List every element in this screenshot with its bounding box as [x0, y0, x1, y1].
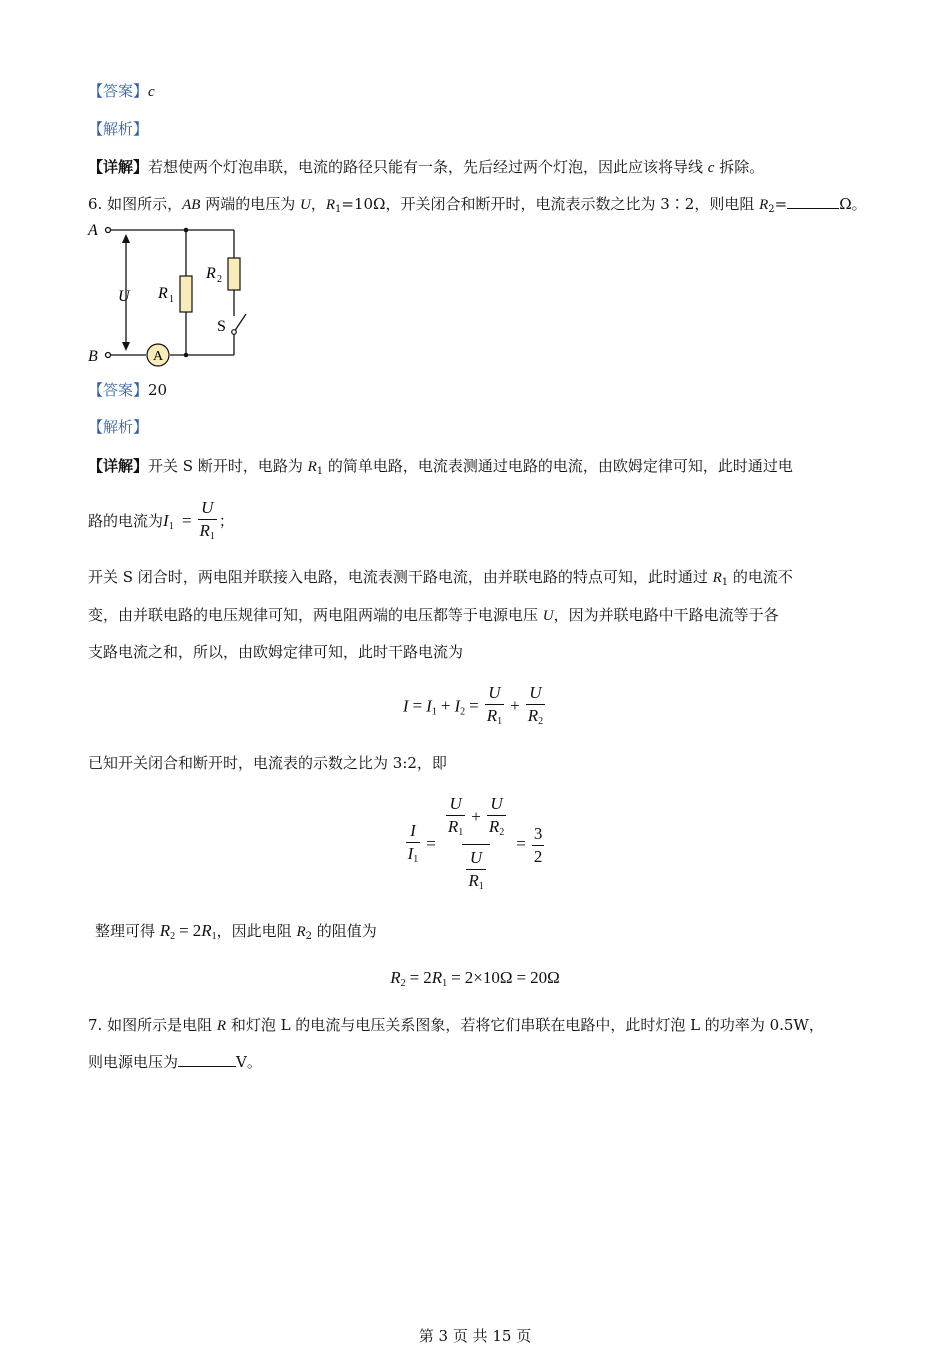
label-r1: R	[158, 285, 168, 302]
stem-u: U	[299, 197, 311, 213]
answer-value: c	[148, 84, 155, 100]
answer-blank	[787, 194, 839, 209]
detail-text: 的电流不	[728, 568, 793, 586]
stem-ab: AB	[182, 197, 201, 213]
voltage-arrow-down	[122, 342, 130, 351]
var-r: R	[216, 1018, 227, 1034]
detail-text-end: 拆除。	[714, 158, 765, 176]
question-number: 7.	[88, 1016, 103, 1034]
detail-text: ，因此电阻	[216, 922, 297, 940]
detail-text: 的阻值为	[311, 922, 377, 940]
var-sub: 1	[316, 466, 324, 477]
label-r2: R	[206, 265, 216, 282]
frac-num: U	[201, 497, 214, 517]
detail-tag: 【详解】	[88, 158, 149, 176]
label-b: B	[88, 348, 98, 365]
resistor-r2	[228, 258, 240, 290]
answer-blank	[178, 1052, 236, 1067]
math-sub: 1	[168, 521, 174, 532]
q6-detail-p7: 整理可得 $R_2 = 2R_1$，因此电阻 $R_2$ 的阻值为	[95, 921, 377, 942]
stem-r1-sub: 1	[335, 204, 342, 215]
detail-text: 的简单电路，电流表测通过电路的电流，由欧姆定律可知，此时通过电	[323, 457, 793, 475]
ratio-num: 3	[533, 824, 543, 843]
var-sub: 2	[305, 931, 312, 942]
q7-stem-line2	[88, 1051, 262, 1073]
answer-tag: 【答案】	[88, 381, 149, 399]
stem-r1: R	[325, 197, 336, 213]
q6-detail-p5	[88, 641, 463, 663]
detail-text: 变，由并联电路的电压规律可知，两电阻两端的电压都等于电源电压	[88, 606, 543, 624]
junction-dot	[184, 228, 189, 233]
q5-detail-line	[88, 156, 764, 179]
detail-text: 整理可得	[95, 922, 160, 940]
q5-analysis-line	[88, 118, 148, 140]
q6-detail-p3	[88, 566, 793, 594]
q5-answer-line	[88, 80, 155, 103]
stem-text: 则电源电压为	[88, 1053, 179, 1071]
resistor-r1	[180, 276, 192, 312]
q6-answer-line	[88, 379, 167, 401]
coef: 2	[192, 921, 202, 940]
detail-text: ，因为并联电路中干路电流等于各	[553, 606, 779, 624]
var-r: R	[296, 924, 306, 940]
stem-unit: Ω。	[839, 195, 867, 213]
final-calc: 2×10Ω	[464, 968, 513, 987]
stem-text: 和灯泡 L 的电流与电压关系图象，若将它们串联在电路中，此时灯泡 L 的功率为 0.5W，	[226, 1016, 824, 1034]
ratio-den: 2	[533, 847, 543, 866]
detail-text: 已知开关闭合和断开时，电流表的示数之比为 3:2，即	[88, 754, 447, 772]
q6-detail-p4	[88, 604, 779, 627]
stem-text: 如图所示是电阻	[107, 1016, 217, 1034]
q6-analysis-line	[88, 416, 148, 438]
question-number: 6.	[88, 195, 103, 213]
stem-r2: R	[759, 197, 769, 213]
circuit-diagram	[86, 218, 256, 370]
stem-text: 两端的电压为	[200, 195, 300, 213]
detail-text: 若想使两个灯泡串联，电流的路径只能有一条，先后经过两个灯泡，因此应该将导线	[148, 158, 708, 176]
stem-r2-sub: 2	[768, 204, 775, 215]
label-r1-sub: 1	[169, 294, 174, 305]
detail-text: 支路电流之和，所以，由欧姆定律可知，此时干路电流为	[88, 643, 464, 661]
q6-detail-p6	[88, 752, 447, 774]
q7-stem-line1	[88, 1014, 824, 1037]
var-r: R	[307, 459, 317, 475]
detail-text: 开关 S 断开时，电路为	[148, 457, 308, 475]
answer-value: 20	[148, 381, 168, 399]
stem-text: ，	[310, 195, 326, 213]
q6-detail-p2: 路的电流为$I_1$ = $\frac{U}{R_1}$ ；	[88, 496, 234, 552]
label-s: S	[217, 318, 226, 335]
equation-total-current: $I = I_1 + I_2$ = $\frac{U}{R_1}$ + $\frac{U}{R_2}$	[0, 683, 950, 732]
frac-den: R	[199, 520, 210, 540]
frac-num: U	[529, 683, 542, 702]
answer-tag: 【答案】	[88, 82, 149, 100]
final-result: 20Ω	[530, 968, 560, 987]
voltage-arrow-up	[122, 234, 130, 243]
junction-dot	[184, 353, 189, 358]
label-u: U	[118, 288, 130, 305]
terminal-b	[106, 353, 111, 358]
ammeter-label: A	[152, 349, 164, 364]
q6-detail-p1	[88, 455, 793, 483]
label-a: A	[88, 222, 98, 239]
stem-text: =10Ω，开关闭合和断开时，电流表示数之比为 3∶2，则电阻	[341, 195, 760, 213]
analysis-tag: 【解析】	[88, 120, 149, 138]
analysis-tag: 【解析】	[88, 418, 149, 436]
stem-text: 如图所示，	[107, 195, 183, 213]
var-r: R	[712, 570, 722, 586]
terminal-a	[106, 228, 111, 233]
var-u: U	[542, 608, 554, 624]
stem-text: =	[774, 195, 788, 213]
detail-tag: 【详解】	[88, 457, 149, 475]
frac-num: U	[488, 683, 501, 702]
equation-ratio: $\frac{I}{I_1}$ = $\frac{U}{R_1}$ + $\frac{U}{R_2}$ $\frac{U}{R_1}$ = $\frac{3}{2}$	[0, 794, 950, 897]
switch-blade	[234, 314, 246, 332]
switch-pivot	[232, 330, 237, 335]
frac-den-sub: 1	[209, 530, 215, 542]
var-sub: 1	[721, 577, 729, 588]
stem-unit: V。	[236, 1053, 262, 1071]
detail-text: 开关 S 闭合时，两电阻并联接入电路，电流表测干路电流，由并联电路的特点可知，此时通过	[88, 568, 713, 586]
label-r2-sub: 2	[217, 274, 222, 285]
equation-final: $R_2 = 2R_1 = 2\times 10\Omega = 20\Omega$	[390, 968, 560, 989]
detail-text: 路的电流为	[88, 512, 164, 530]
detail-text: ；	[218, 512, 234, 530]
q6-stem	[88, 193, 867, 221]
detail-var: c	[707, 160, 715, 176]
page-footer: 第 3 页 共 15 页	[418, 1327, 532, 1345]
